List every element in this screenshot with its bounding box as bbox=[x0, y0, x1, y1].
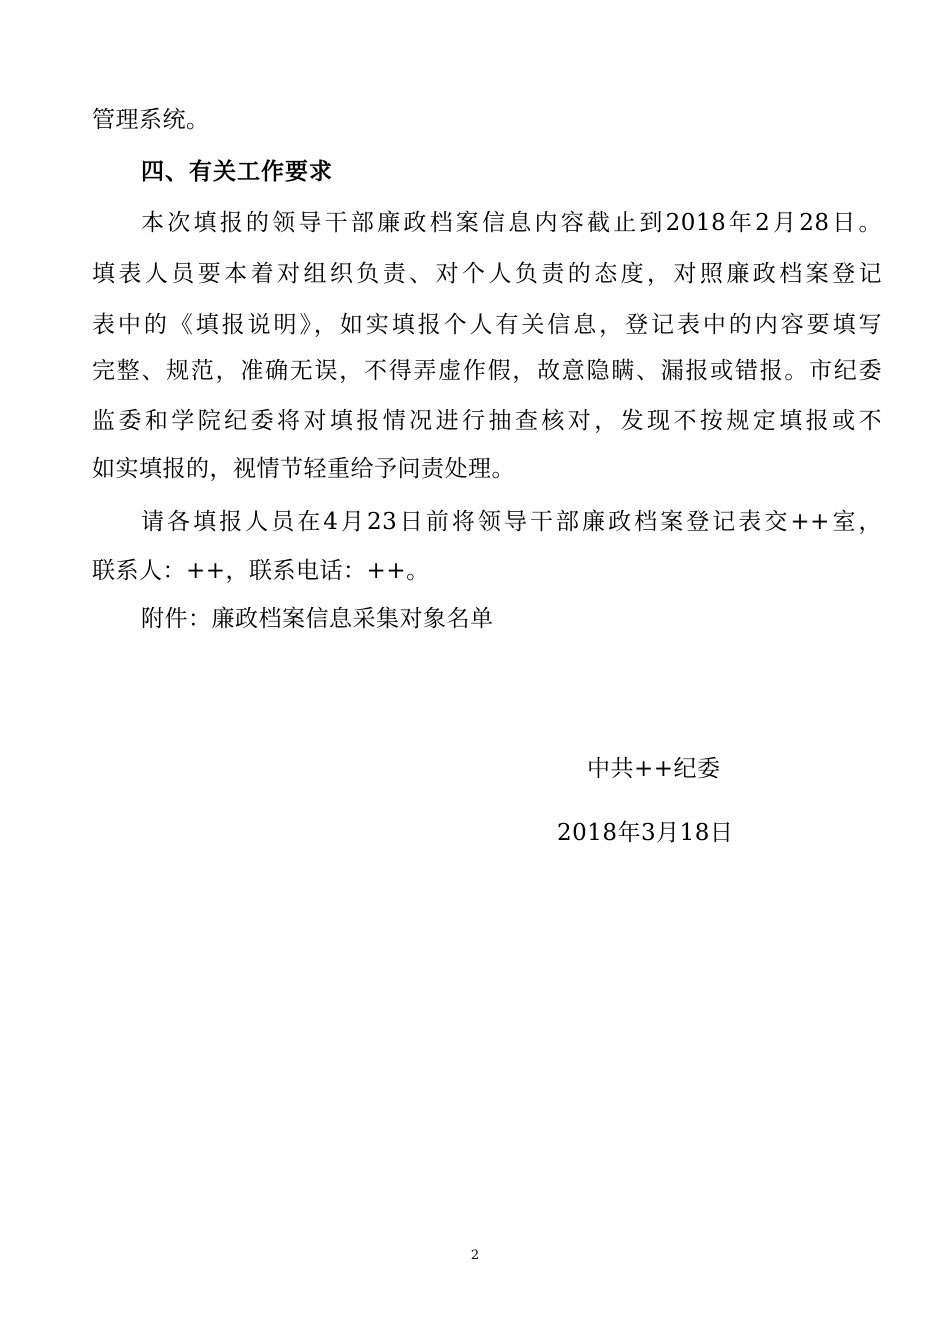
page-number: 2 bbox=[470, 1248, 480, 1263]
paragraph1-line3: 表中的《填报说明》，如实填报个人有关信息，登记表中的内容要填写 bbox=[92, 312, 882, 338]
paragraph1-line2: 填表人员要本着对组织负责、对个人负责的态度，对照廉政档案登记 bbox=[92, 261, 882, 287]
paragraph1-line1: 本次填报的领导干部廉政档案信息内容截止到2018年2月28日。 bbox=[141, 210, 882, 236]
signature-organization: 中共++纪委 bbox=[587, 756, 721, 782]
signature-date: 2018年3月18日 bbox=[557, 820, 734, 846]
paragraph1-line6: 如实填报的，视情节轻重给予问责处理。 bbox=[92, 456, 515, 482]
paragraph2-line2: 联系人：++，联系电话：++。 bbox=[92, 558, 430, 584]
paragraph2-line1: 请各填报人员在4月23日前将领导干部廉政档案登记表交++室， bbox=[141, 509, 882, 535]
attachment-line: 附件：廉政档案信息采集对象名单 bbox=[141, 606, 494, 632]
intro-tail-text: 管理系统。 bbox=[92, 107, 210, 133]
paragraph1-line4: 完整、规范，准确无误，不得弄虚作假，故意隐瞒、漏报或错报。市纪委 bbox=[92, 358, 882, 384]
section-heading: 四、有关工作要求 bbox=[141, 159, 333, 185]
paragraph1-line5: 监委和学院纪委将对填报情况进行抽查核对，发现不按规定填报或不 bbox=[92, 408, 882, 434]
